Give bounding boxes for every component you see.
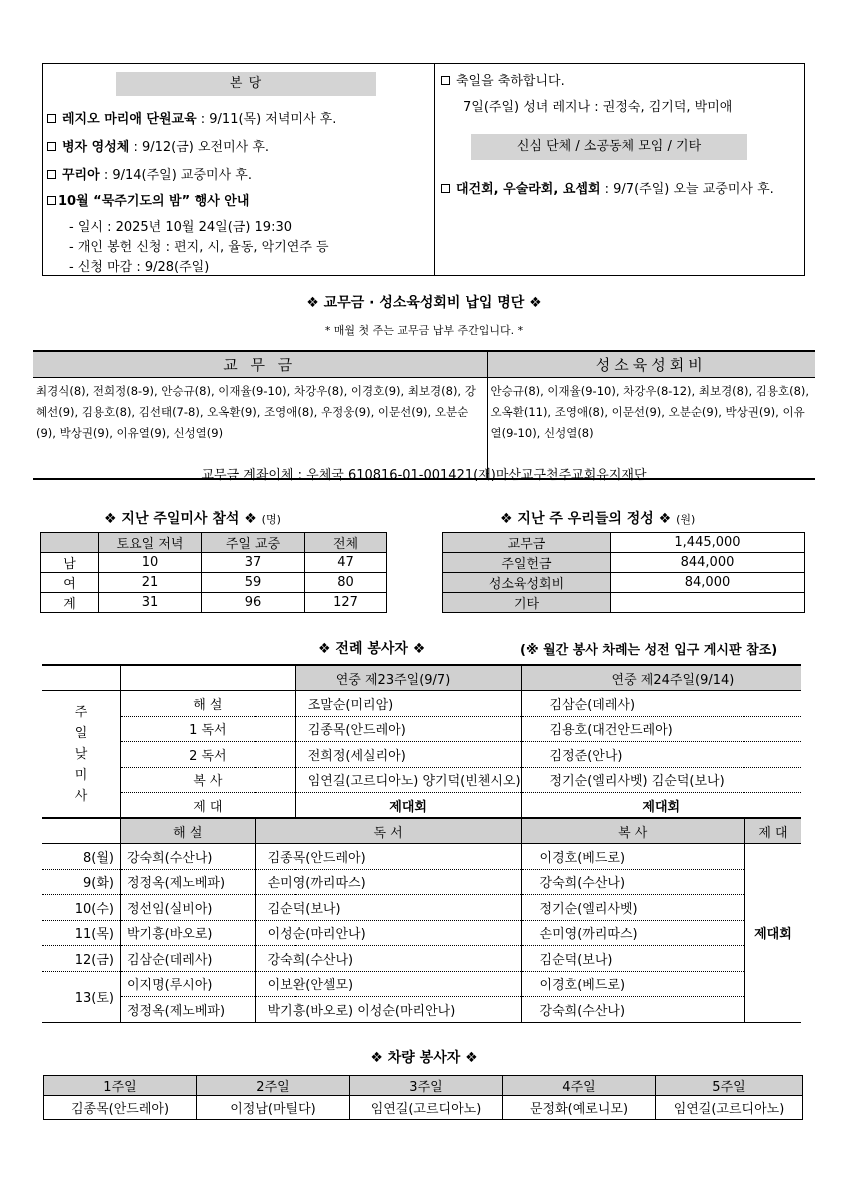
row-label: 여 <box>41 573 99 593</box>
server-cell: 손미영(까리따스) <box>521 920 744 946</box>
table-row <box>42 869 801 895</box>
vocation-list: 안승규(8), 이재율(9-10), 차강우(8-12), 최보경(8), 김용호(8), 오옥환(11), 조영애(8), 이문선(9), 오분순(9), 박상권(9), 이유열(9-10), 신성열(8) <box>487 377 815 479</box>
table-row <box>41 573 387 593</box>
driver-cell: 임연길(고르디아노) <box>656 1096 803 1120</box>
commentator-cell: 박기흥(바오로) <box>120 920 255 946</box>
week1-cell: 김종목(안드레아) <box>295 716 521 742</box>
server-cell: 강숙희(수산나) <box>521 997 744 1023</box>
week1-cell: 조말순(미리암) <box>295 691 521 717</box>
cell: 10 <box>99 553 202 573</box>
rosary-notice <box>47 190 249 209</box>
week-header: 3주일 <box>350 1076 503 1096</box>
table-row <box>443 593 805 613</box>
table-row <box>42 971 801 997</box>
week2-cell: 제대회 <box>521 793 801 819</box>
table-row <box>443 573 805 593</box>
reader-cell: 김순덕(보나) <box>255 895 521 921</box>
driver-cell: 김종목(안드레아) <box>44 1096 197 1120</box>
week1-cell: 임연길(고르디아노) 양기덕(빈첸시오) <box>295 767 521 793</box>
table-row <box>44 1096 803 1120</box>
feast-text: 7일(주일) 성녀 레지나 : 권정숙, 김기덕, 박미애 <box>463 100 733 115</box>
liturgy-table <box>42 664 801 1023</box>
cell: 31 <box>99 593 202 613</box>
day-label: 9(화) <box>42 869 120 895</box>
vehicle-title: ❖ 차량 봉사자 ❖ <box>370 1050 478 1066</box>
cell: 37 <box>202 553 305 573</box>
reader-cell: 이성순(마리안나) <box>255 920 521 946</box>
server-cell: 강숙희(수산나) <box>521 869 744 895</box>
dues-title: ❖ 교무금 · 성소육성회비 납입 명단 ❖ <box>306 295 542 311</box>
server-cell: 이경호(베드로) <box>521 971 744 997</box>
cell <box>611 593 805 613</box>
account-info: 교무금 계좌이체 : 우체국 610816-01-001421(재)마산교구천주교회유지재단 <box>201 468 647 483</box>
weekday-header: 독 서 <box>255 818 521 844</box>
table-row <box>41 593 387 613</box>
attendance-title: ❖ 지난 주일미사 참석 ❖ (명) <box>104 511 281 527</box>
table-row <box>42 946 801 972</box>
attendance-header: 주일 교중 <box>202 533 305 553</box>
cell: 80 <box>305 573 387 593</box>
table-row <box>42 920 801 946</box>
cell: 96 <box>202 593 305 613</box>
table-row <box>443 553 805 573</box>
week2-cell: 김삼순(데레사) <box>521 691 801 717</box>
week2-cell: 정기순(엘리사벳) 김순덕(보나) <box>521 767 801 793</box>
cell: 844,000 <box>611 553 805 573</box>
offering-title: ❖ 지난 주 우리들의 정성 ❖ (원) <box>500 511 696 527</box>
legio-label: 레지오 마리애 단원교육 <box>62 112 197 127</box>
row-label: 성소육성회비 <box>443 573 611 593</box>
row-label: 주일헌금 <box>443 553 611 573</box>
week-header: 4주일 <box>503 1076 656 1096</box>
cell: 127 <box>305 593 387 613</box>
commentator-cell: 이지명(루시아) <box>120 971 255 997</box>
commentator-cell: 김삼순(데레사) <box>120 946 255 972</box>
feast-title: 축일을 축하합니다. <box>441 70 565 89</box>
week1-cell: 전희정(세실리아) <box>295 742 521 768</box>
sunday-label: 주 일 낮 미 사 <box>42 691 120 819</box>
role-label: 해 설 <box>120 691 295 717</box>
week2-cell: 김용호(대건안드레아) <box>521 716 801 742</box>
week2-cell: 김정준(안나) <box>521 742 801 768</box>
cell: 84,000 <box>611 573 805 593</box>
checkbox-icon <box>441 76 450 85</box>
weekday-header: 해 설 <box>120 818 255 844</box>
sick-notice <box>47 136 269 155</box>
reader-cell: 손미영(까리따스) <box>255 869 521 895</box>
sick-label: 병자 영성체 <box>62 140 130 155</box>
role-label: 1 독서 <box>120 716 295 742</box>
commentator-cell: 정정옥(제노베파) <box>120 869 255 895</box>
driver-cell: 이정남(마틸다) <box>197 1096 350 1120</box>
role-label: 복 사 <box>120 767 295 793</box>
day-label: 12(금) <box>42 946 120 972</box>
notice-box <box>42 63 805 276</box>
cell: 59 <box>202 573 305 593</box>
groups-title: 신심 단체 / 소공동체 모임 / 기타 <box>471 134 747 160</box>
table-row <box>42 895 801 921</box>
day-label: 11(목) <box>42 920 120 946</box>
checkbox-icon <box>47 142 56 151</box>
driver-cell: 문정화(예로니모) <box>503 1096 656 1120</box>
attendance-table <box>40 532 387 613</box>
dues-table <box>33 350 815 480</box>
kkuri-label: 꾸리아 <box>62 168 100 183</box>
rosary-label: 10월 “묵주기도의 밤” 행사 안내 <box>58 194 250 209</box>
checkbox-icon <box>47 196 56 205</box>
dues-header: 교 무 금 <box>33 351 487 377</box>
checkbox-icon <box>441 184 450 193</box>
vocation-header: 성소육성회비 <box>487 351 815 377</box>
server-cell: 이경호(베드로) <box>521 844 744 870</box>
legio-value: : 9/11(목) 저녁미사 후. <box>196 112 337 127</box>
checkbox-icon <box>47 170 56 179</box>
week1-cell: 제대회 <box>295 793 521 819</box>
commentator-cell: 정정옥(제노베파) <box>120 997 255 1023</box>
attendance-header: 전체 <box>305 533 387 553</box>
attendance-header: 토요일 저녁 <box>99 533 202 553</box>
offering-table <box>442 532 805 613</box>
week1-header: 연중 제23주일(9/7) <box>295 665 521 691</box>
cell: 1,445,000 <box>611 533 805 553</box>
driver-cell: 임연길(고르디아노) <box>350 1096 503 1120</box>
table-row <box>42 844 801 870</box>
groups-label: 대건회, 우술라회, 요셉회 <box>456 182 601 197</box>
kkuri-notice <box>47 164 252 183</box>
row-label: 남 <box>41 553 99 573</box>
role-label: 제 대 <box>120 793 295 819</box>
server-cell: 정기순(엘리사벳) <box>521 895 744 921</box>
parish-title: 본 당 <box>116 72 376 96</box>
kkuri-value: : 9/14(주일) 교중미사 후. <box>99 168 252 183</box>
table-row <box>443 533 805 553</box>
table-row <box>42 997 801 1023</box>
reader-cell: 김종목(안드레아) <box>255 844 521 870</box>
reader-cell: 박기흥(바오로) 이성순(마리안나) <box>255 997 521 1023</box>
weekday-header: 제 대 <box>744 818 801 844</box>
notice-divider <box>434 64 435 275</box>
table-row <box>41 553 387 573</box>
commentator-cell: 정선임(실비아) <box>120 895 255 921</box>
day-label: 10(수) <box>42 895 120 921</box>
server-cell: 김순덕(보나) <box>521 946 744 972</box>
checkbox-icon <box>47 114 56 123</box>
row-label: 교무금 <box>443 533 611 553</box>
altar-weekday-cell: 제대회 <box>744 844 801 1023</box>
rosary-item: - 신청 마감 : 9/28(주일) <box>69 260 210 275</box>
groups-notice <box>441 178 774 197</box>
cell: 47 <box>305 553 387 573</box>
groups-value: : 9/7(주일) 오늘 교중미사 후. <box>600 182 774 197</box>
offering-unit: (원) <box>676 513 696 526</box>
legio-notice <box>47 108 336 127</box>
role-label: 2 독서 <box>120 742 295 768</box>
rosary-item: - 개인 봉헌 신청 : 편지, 시, 율동, 악기연주 등 <box>69 240 329 255</box>
week-header: 5주일 <box>656 1076 803 1096</box>
week2-header: 연중 제24주일(9/14) <box>521 665 801 691</box>
cell: 21 <box>99 573 202 593</box>
row-label: 기타 <box>443 593 611 613</box>
reader-cell: 강숙희(수산나) <box>255 946 521 972</box>
dues-note: * 매월 첫 주는 교무금 납부 주간입니다. * <box>324 324 524 337</box>
week-header: 2주일 <box>197 1076 350 1096</box>
liturgy-note: (※ 월간 봉사 차례는 성전 입구 게시판 참조) <box>520 643 778 658</box>
day-label: 13(토) <box>42 971 120 1022</box>
rosary-item: - 일시 : 2025년 10월 24일(금) 19:30 <box>69 220 292 235</box>
liturgy-title: ❖ 전례 봉사자 ❖ <box>318 641 426 657</box>
week-header: 1주일 <box>44 1076 197 1096</box>
vehicle-table <box>43 1075 803 1120</box>
day-label: 8(월) <box>42 844 120 870</box>
commentator-cell: 강숙희(수산나) <box>120 844 255 870</box>
attendance-unit: (명) <box>261 513 281 526</box>
row-label: 계 <box>41 593 99 613</box>
weekday-header: 복 사 <box>521 818 744 844</box>
dues-list: 최경식(8), 전희정(8-9), 안승규(8), 이재율(9-10), 차강우(8), 이경호(9), 최보경(8), 강혜선(9), 김용호(8), 김선태(7-8), 오옥환(9), 조영애(8), 우정웅(9), 이문선(9), 오분순(9), 박상권(9), 이유열(9), 신성열(9) <box>33 377 487 479</box>
reader-cell: 이보완(안셀모) <box>255 971 521 997</box>
sick-value: : 9/12(금) 오전미사 후. <box>129 140 270 155</box>
attendance-header <box>41 533 99 553</box>
